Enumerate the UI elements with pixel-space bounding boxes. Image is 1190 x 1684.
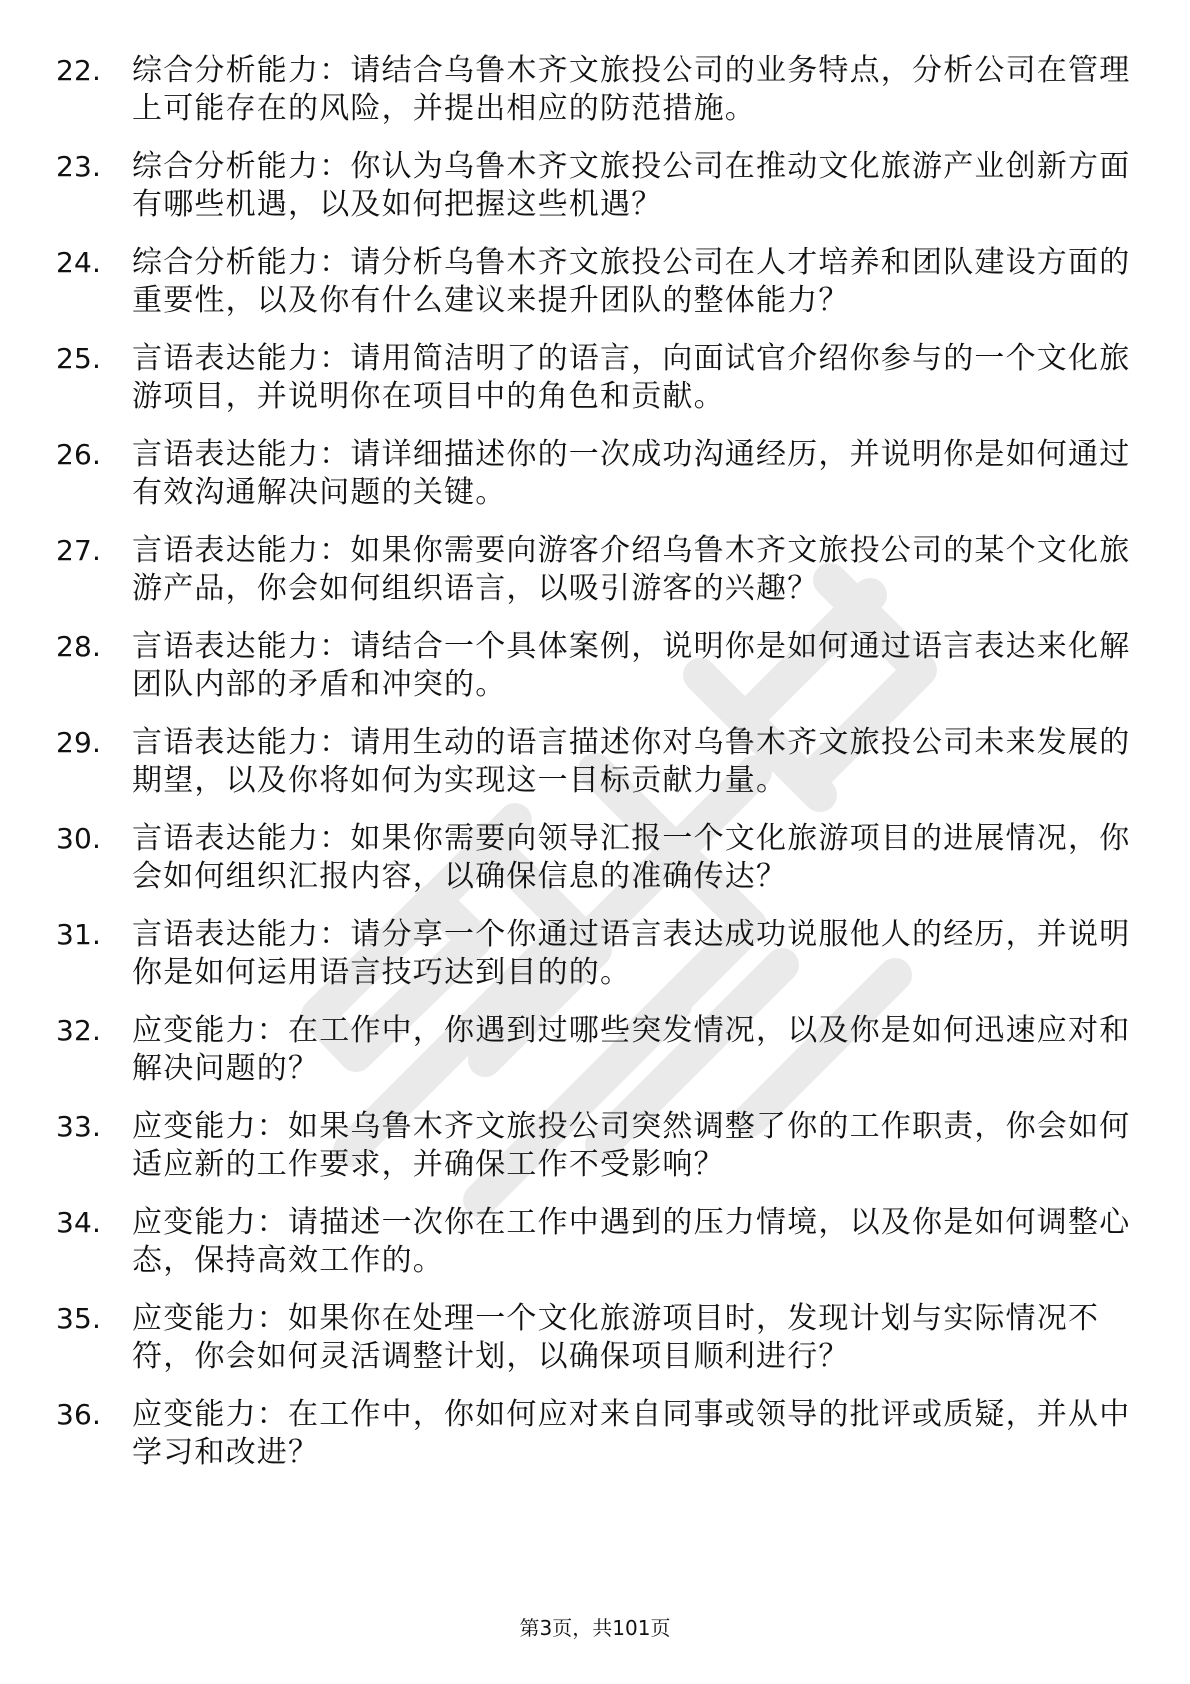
question-number: 34. — [56, 1206, 102, 1239]
question-text: 言语表达能力：请用简洁明了的语言，向面试官介绍你参与的一个文化旅游项目，并说明你在项目中的角色和贡献。 — [132, 341, 1131, 414]
question-24 — [56, 244, 1131, 320]
question-text: 综合分析能力：请分析乌鲁木齐文旅投公司在人才培养和团队建设方面的重要性，以及你有什么建议来提升团队的整体能力？ — [132, 245, 1131, 318]
page-footer — [0, 1614, 1190, 1642]
question-35 — [56, 1300, 1131, 1376]
question-text: 言语表达能力：如果你需要向领导汇报一个文化旅游项目的进展情况，你会如何组织汇报内容，以确保信息的准确传达？ — [132, 821, 1131, 894]
question-32 — [56, 1012, 1131, 1088]
question-27 — [56, 532, 1131, 608]
question-28 — [56, 628, 1131, 704]
question-list — [56, 52, 1131, 1492]
question-text: 言语表达能力：请用生动的语言描述你对乌鲁木齐文旅投公司未来发展的期望，以及你将如何为实现这一目标贡献力量。 — [132, 725, 1131, 798]
question-text: 应变能力：在工作中，你遇到过哪些突发情况，以及你是如何迅速应对和解决问题的？ — [132, 1013, 1131, 1086]
question-number: 26. — [56, 438, 102, 471]
question-number: 25. — [56, 342, 102, 375]
question-number: 32. — [56, 1014, 102, 1047]
question-number: 31. — [56, 918, 102, 951]
question-text: 应变能力：如果你在处理一个文化旅游项目时，发现计划与实际情况不符，你会如何灵活调整计划，以确保项目顺利进行？ — [132, 1301, 1100, 1374]
page-number-label: 第3页，共101页 — [519, 1616, 671, 1640]
question-text: 综合分析能力：请结合乌鲁木齐文旅投公司的业务特点，分析公司在管理上可能存在的风险，并提出相应的防范措施。 — [132, 53, 1131, 126]
question-36 — [56, 1396, 1131, 1472]
question-29 — [56, 724, 1131, 800]
question-text: 言语表达能力：请结合一个具体案例，说明你是如何通过语言表达来化解团队内部的矛盾和冲突的。 — [132, 629, 1131, 702]
question-number: 23. — [56, 150, 102, 183]
question-text: 言语表达能力：请分享一个你通过语言表达成功说服他人的经历，并说明你是如何运用语言技巧达到目的的。 — [132, 917, 1131, 990]
question-text: 综合分析能力：你认为乌鲁木齐文旅投公司在推动文化旅游产业创新方面有哪些机遇，以及如何把握这些机遇？ — [132, 149, 1131, 222]
question-33 — [56, 1108, 1131, 1184]
question-23 — [56, 148, 1131, 224]
question-text: 应变能力：如果乌鲁木齐文旅投公司突然调整了你的工作职责，你会如何适应新的工作要求，并确保工作不受影响？ — [132, 1109, 1131, 1182]
question-number: 27. — [56, 534, 102, 567]
question-31 — [56, 916, 1131, 992]
question-number: 29. — [56, 726, 102, 759]
question-26 — [56, 436, 1131, 512]
question-text: 言语表达能力：请详细描述你的一次成功沟通经历，并说明你是如何通过有效沟通解决问题的关键。 — [132, 437, 1131, 510]
question-number: 36. — [56, 1398, 102, 1431]
question-number: 28. — [56, 630, 102, 663]
question-25 — [56, 340, 1131, 416]
question-text: 言语表达能力：如果你需要向游客介绍乌鲁木齐文旅投公司的某个文化旅游产品，你会如何组织语言，以吸引游客的兴趣？ — [132, 533, 1131, 606]
question-30 — [56, 820, 1131, 896]
question-text: 应变能力：在工作中，你如何应对来自同事或领导的批评或质疑，并从中学习和改进？ — [132, 1397, 1131, 1470]
question-number: 35. — [56, 1302, 102, 1335]
question-number: 33. — [56, 1110, 102, 1143]
question-number: 24. — [56, 246, 102, 279]
question-22 — [56, 52, 1131, 128]
question-number: 22. — [56, 54, 102, 87]
question-34 — [56, 1204, 1131, 1280]
question-text: 应变能力：请描述一次你在工作中遇到的压力情境，以及你是如何调整心态，保持高效工作的。 — [132, 1205, 1131, 1278]
question-number: 30. — [56, 822, 102, 855]
